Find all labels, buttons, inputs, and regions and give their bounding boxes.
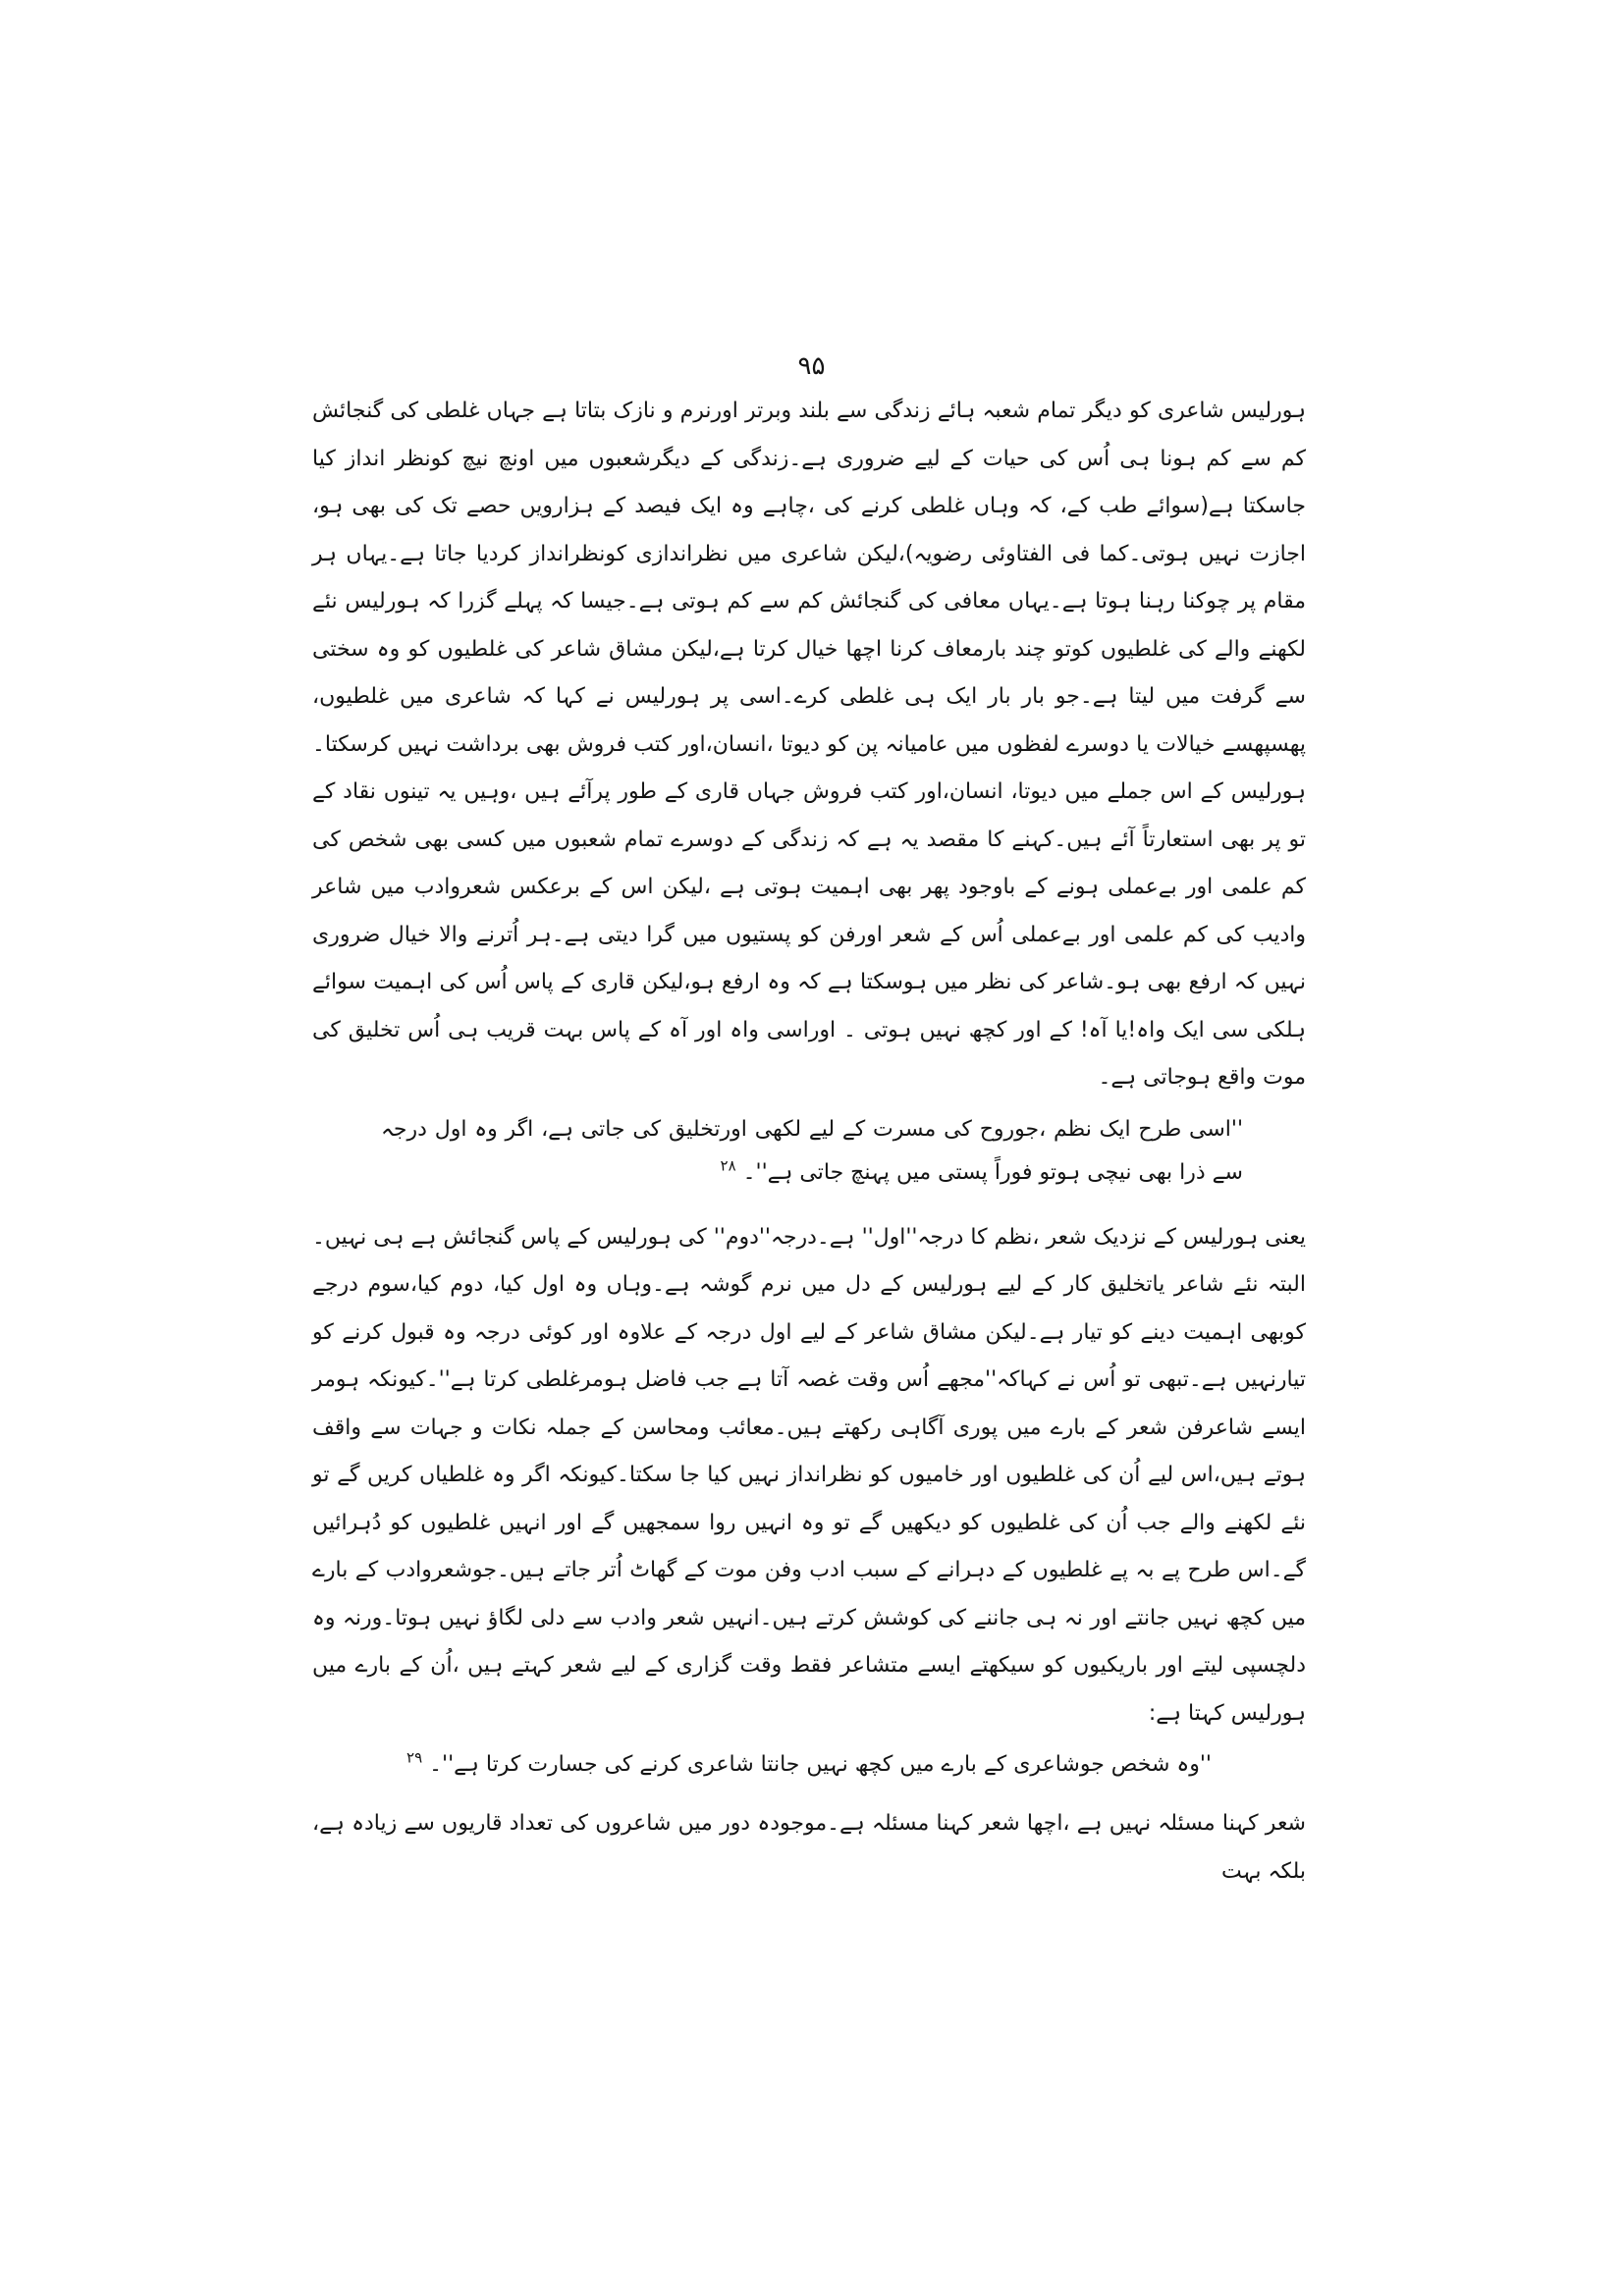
body-paragraph: یعنی ہورلیس کے نزدیک شعر ،نظم کا درجہ''اول'' ہے۔درجہ''دوم'' کی ہورلیس کے پاس گنجائش ہے ہی نہیں۔البتہ نئے شاعر یاتخلیق کار کے لیے ہورلیس کے دل میں نرم گوشہ ہے۔وہاں وہ اول کیا، دوم کیا،سوم درجے کوبھی اہمیت دینے کو تیار ہے۔لیکن مشاق شاعر کے لیے اول درجہ کے علاوہ اور کوئی درجہ وہ قبول کرنے کو تیارنہیں ہے۔تبھی تو اُس نے کہاکہ''مجھے اُس وقت غصہ آتا ہے جب فاضل ہومرغلطی کرتا ہے''۔کیونکہ ہومر ایسے شاعرفن شعر کے بارے میں پوری آگاہی رکھتے ہیں۔معائب ومحاسن کے جملہ نکات و جہات سے واقف ہوتے ہیں،اس لیے اُن کی غلطیوں اور خامیوں کو نظرانداز نہیں کیا جا سکتا۔کیونکہ اگر وہ غلطیاں کریں گے تو نئے لکھنے والے جب اُن کی غلطیوں کو دیکھیں گے تو وہ انہیں روا سمجھیں گے اور انہیں غلطیوں کو دُہرائیں گے۔اس طرح پے بہ پے غلطیوں کے دہرانے کے سبب ادب وفن موت کے گھاٹ اُتر جاتے ہیں۔جوشعروادب کے بارے میں کچھ نہیں جانتے اور نہ ہی جاننے کی کوشش کرتے ہیں۔انہیں شعر وادب سے دلی لگاؤ نہیں ہوتا۔ورنہ وہ دلچسپی لیتے اور باریکیوں کو سیکھتے ایسے متشاعر فقط وقت گزاری کے لیے شعر کہتے ہیں ،اُن کے بارے میں ہورلیس کہتا ہے: [312, 1224, 1306, 1726]
body-paragraph: شعر کہنا مسئلہ نہیں ہے ،اچھا شعر کہنا مسئلہ ہے۔موجودہ دور میں شاعروں کی تعداد قاریوں سے زیادہ ہے، بلکہ بہت [312, 1811, 1306, 1884]
quote-text: ''وہ شخص جوشاعری کے بارے میں کچھ نہیں جانتا شاعری کرنے کی جسارت کرتا ہے''۔ [429, 1752, 1212, 1777]
page-body [312, 388, 1306, 1896]
quote-text: ''اسی طرح ایک نظم ،جوروح کی مسرت کے لیے لکھی اورتخلیق کی جاتی ہے، اگر وہ اول درجہ سے ذرا بھی نیچی ہوتو فوراً پستی میں پہنچ جاتی ہے''۔ [381, 1116, 1243, 1185]
body-paragraph: ہورلیس شاعری کو دیگر تمام شعبہ ہائے زندگی سے بلند وبرتر اورنرم و نازک بتاتا ہے جہاں غلطی کی گنجائش کم سے کم ہونا ہی اُس کی حیات کے لیے ضروری ہے۔زندگی کے دیگرشعبوں میں اونچ نیچ کونظر انداز کیا جاسکتا ہے(سوائے طب کے، کہ وہاں غلطی کرنے کی ،چاہے وہ ایک فیصد کے ہزارویں حصے تک کی بھی ہو، اجازت نہیں ہوتی۔کما فی الفتاوئی رضویہ)،لیکن شاعری میں نظراندازی کونظرانداز کردیا جاتا ہے۔یہاں ہر مقام پر چوکنا رہنا ہوتا ہے۔یہاں معافی کی گنجائش کم سے کم ہوتی ہے۔جیسا کہ پہلے گزرا کہ ہورلیس نئے لکھنے والے کی غلطیوں کوتو چند بارمعاف کرنا اچھا خیال کرتا ہے،لیکن مشاق شاعر کی غلطیوں کو وہ سختی سے گرفت میں لیتا ہے۔جو بار بار ایک ہی غلطی کرے۔اسی پر ہورلیس نے کہا کہ شاعری میں غلطیوں، پھسپھسے خیالات یا دوسرے لفظوں میں عامیانہ پن کو دیوتا ،انسان،اور کتب فروش بھی برداشت نہیں کرسکتا۔ہورلیس کے اس جملے میں دیوتا، انسان،اور کتب فروش جہاں قاری کے طور پرآئے ہیں ،وہیں یہ تینوں نقاد کے تو پر بھی استعارتاً آئے ہیں۔کہنے کا مقصد یہ ہے کہ زندگی کے دوسرے تمام شعبوں میں کسی بھی شخص کی کم علمی اور بےعملی ہونے کے باوجود پھر بھی اہمیت ہوتی ہے ،لیکن اس کے برعکس شعروادب میں شاعر وادیب کی کم علمی اور بےعملی اُس کے شعر اورفن کو پستیوں میں گرا دیتی ہے۔ہر اُترنے والا خیال ضروری نہیں کہ ارفع بھی ہو۔شاعر کی نظر میں ہوسکتا ہے کہ وہ ارفع ہو،لیکن قاری کے پاس اُس کی اہمیت سوائے ہلکی سی ایک واہ!یا آہ! کے اور کچھ نہیں ہوتی ۔ اوراسی واہ اور آہ کے پاس بہت قریب ہی اُس تخلیق کی موت واقع ہوجاتی ہے۔ [312, 399, 1306, 1090]
footnote-marker: ۲۸ [720, 1156, 736, 1175]
block-quote [312, 1108, 1306, 1195]
footnote-marker: ۲۹ [406, 1748, 423, 1767]
page-number: ۹۵ [797, 351, 826, 381]
block-quote [312, 1743, 1306, 1787]
